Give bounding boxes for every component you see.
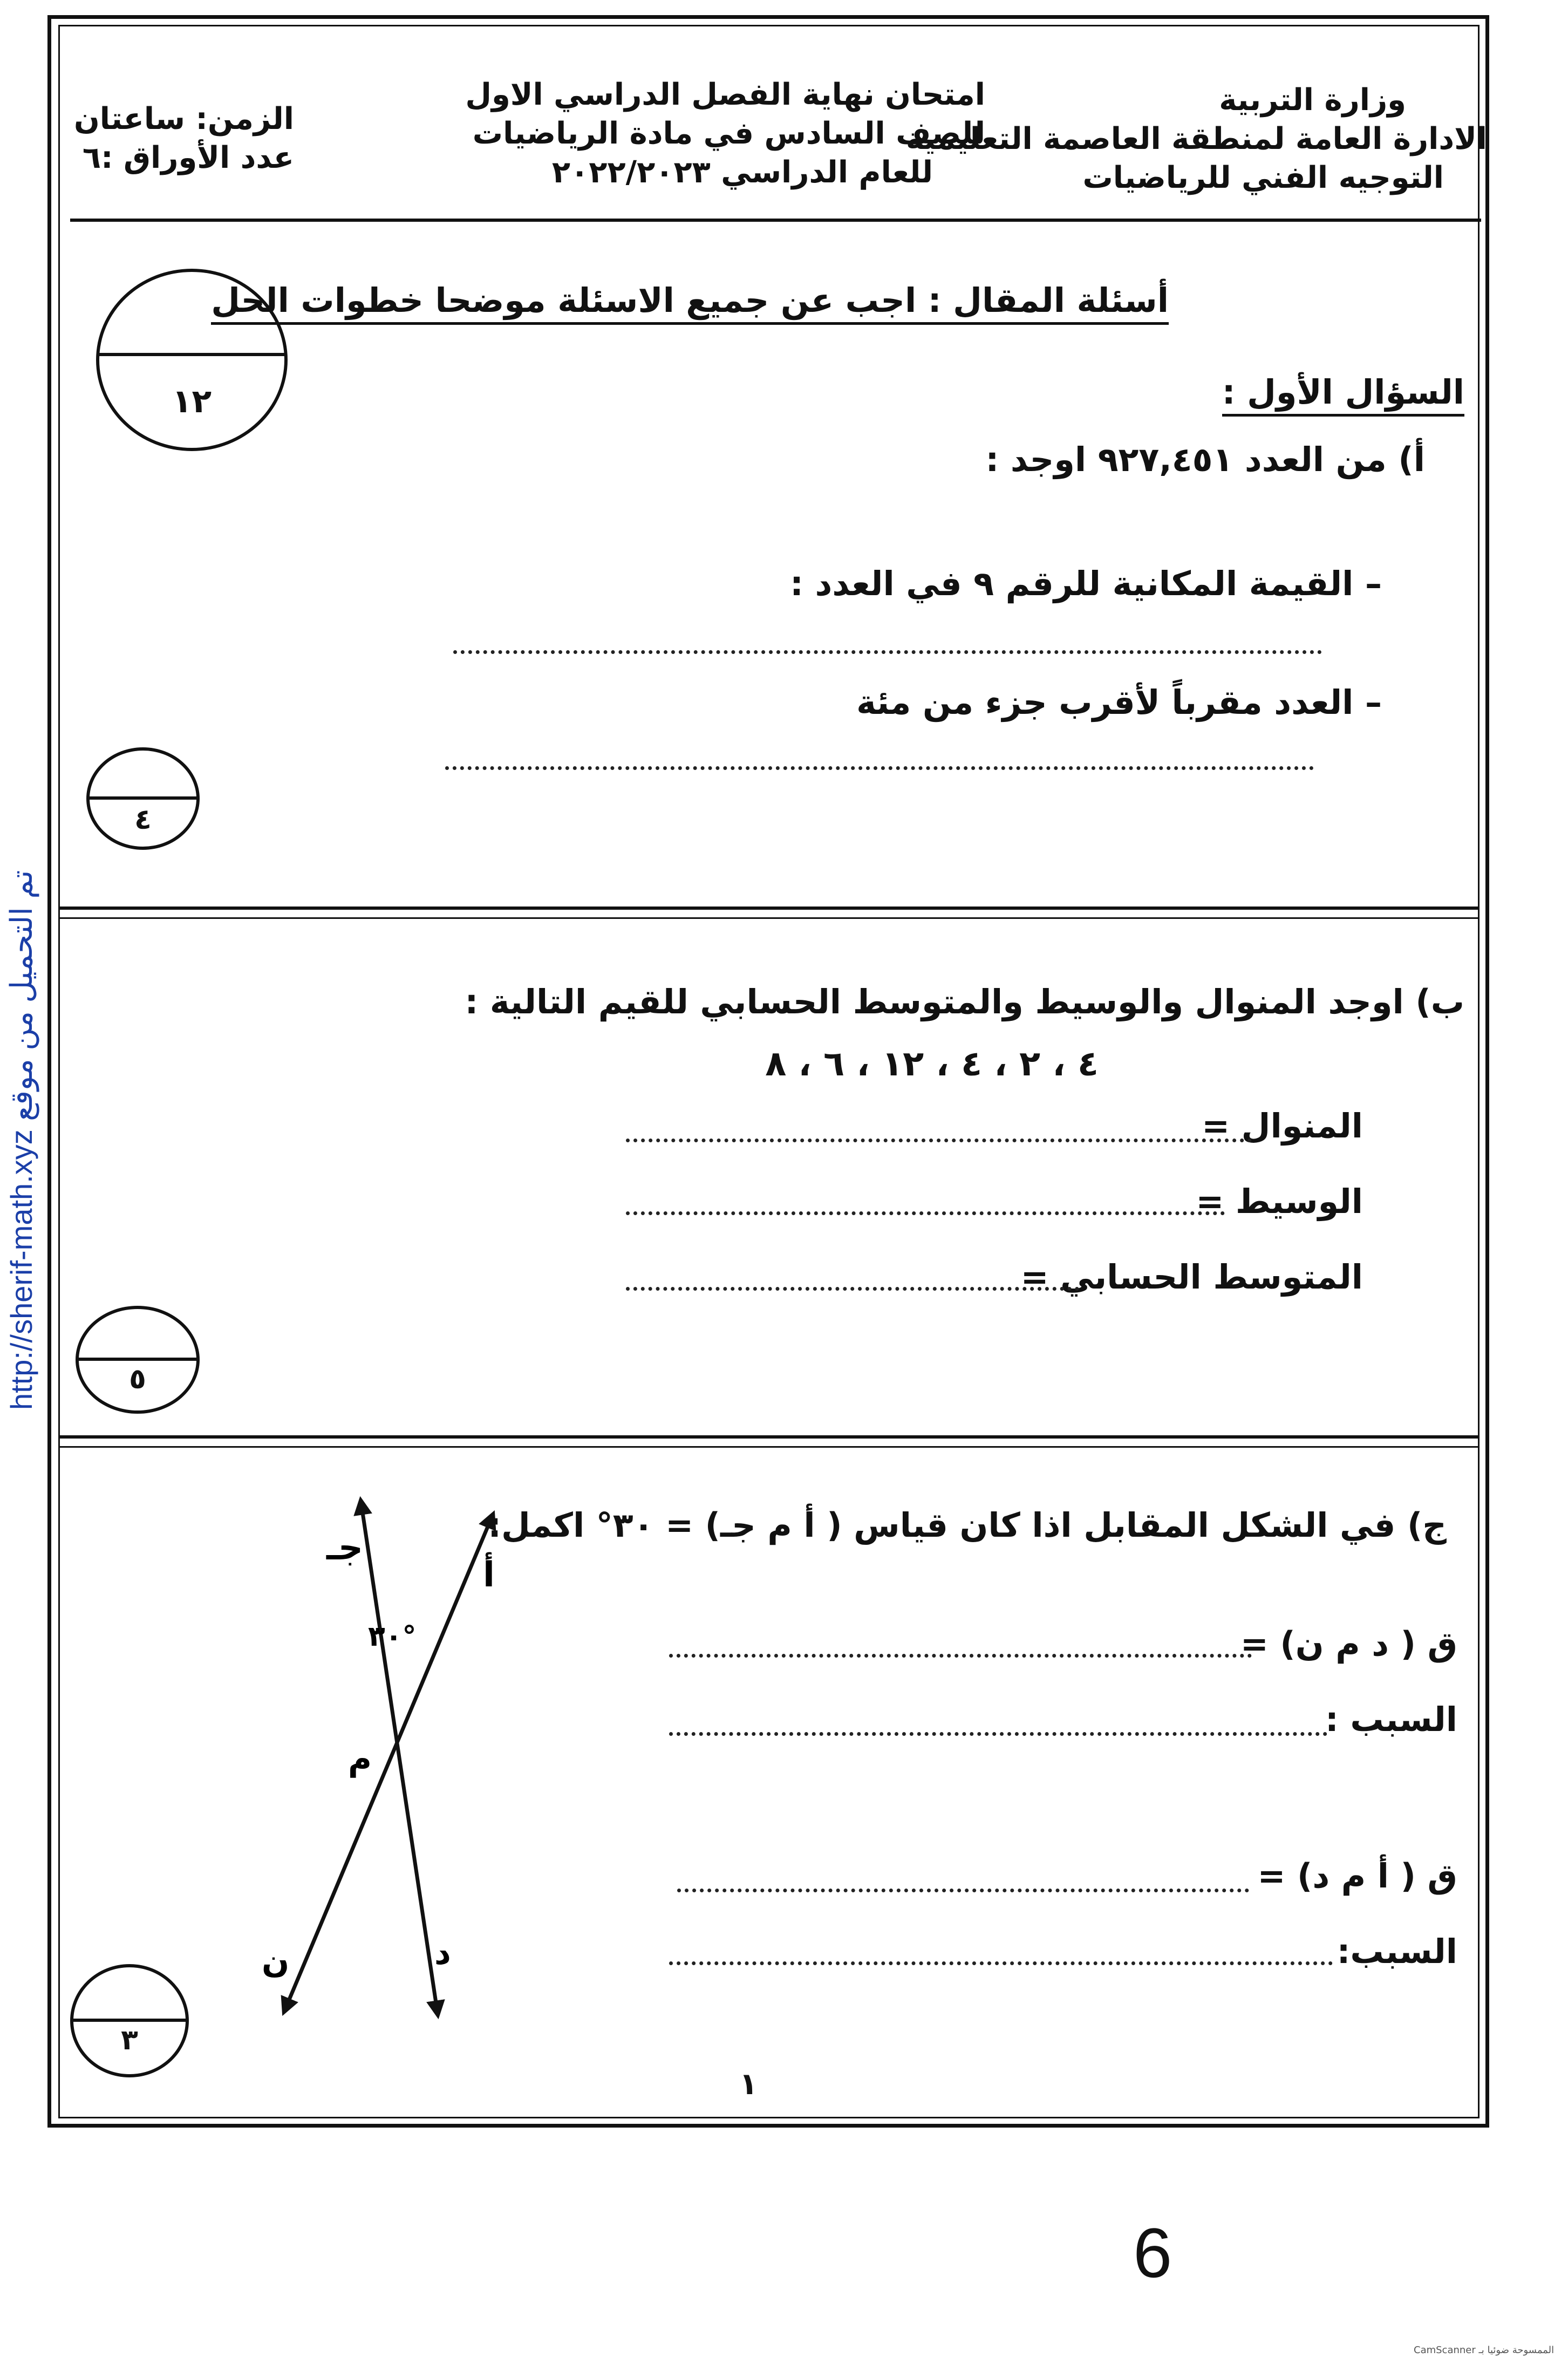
- total-score-divider: [99, 353, 284, 356]
- department-name: التوجيه الفني للرياضيات: [1082, 160, 1444, 195]
- header-right: [905, 81, 1487, 197]
- q1-heading-text: السؤال الأول :: [1222, 372, 1464, 417]
- sheet-number: 6: [1133, 2213, 1172, 2292]
- q1-heading: [1222, 372, 1464, 412]
- label-angle: ٣٠°: [368, 1620, 417, 1653]
- q1c-score-circle: [70, 1964, 189, 2077]
- q1c-reason2-label: السبب:: [1337, 1932, 1457, 1971]
- page-number: ١: [739, 2067, 758, 2102]
- q1c-reason1-label: السبب :: [1325, 1700, 1457, 1739]
- intersecting-lines-figure: [227, 1489, 561, 2050]
- line-j-d: [362, 1505, 437, 2010]
- q1a-score-circle: [86, 747, 200, 850]
- q1c-line1-answer[interactable]: [669, 1654, 1252, 1658]
- q1c-prompt: ج) في الشكل المقابل اذا كان قياس ( أ م جـ) = ٣٠° اكمل:: [488, 1505, 1447, 1545]
- q1c-score-divider: [73, 2019, 186, 2022]
- label-n: ن: [262, 1943, 290, 1980]
- total-score-circle: [96, 269, 288, 451]
- sheet-count: عدد الأوراق :٦: [82, 140, 294, 175]
- section-divider-2b: [59, 1446, 1480, 1448]
- q1c-line2-answer[interactable]: [677, 1889, 1249, 1892]
- q1a-score-divider: [90, 796, 196, 800]
- exam-grade: للصف السادس في مادة الرياضيات: [472, 116, 985, 151]
- q1b-mean-answer[interactable]: [626, 1287, 1079, 1291]
- scanner-note: CamScanner الممسوحة ضوئيا بـ: [1414, 2344, 1555, 2356]
- q1a-score-value: ٤: [134, 803, 152, 836]
- q1c-score-value: ٣: [121, 2024, 138, 2056]
- label-m: م: [348, 1740, 372, 1778]
- q1c-reason1-answer[interactable]: [669, 1732, 1327, 1736]
- q1b-mode-answer[interactable]: [626, 1139, 1252, 1142]
- label-d: د: [434, 1934, 451, 1972]
- side-download-note: http://sherif-math.xyz تم التحميل من موقع: [4, 870, 38, 1410]
- section-title: [211, 281, 1169, 320]
- header-left: [73, 100, 294, 178]
- exam-year: للعام الدراسي ٢٠٢٢/٢٠٢٣: [551, 155, 933, 190]
- q1a-item-place-value: – القيمة المكانية للرقم ٩ في العدد :: [790, 564, 1382, 603]
- line-a-n: [286, 1519, 491, 2007]
- directorate-name: الادارة العامة لمنطقة العاصمة التعليمية: [905, 121, 1487, 156]
- section-divider-1b: [59, 917, 1480, 919]
- label-a: أ: [483, 1555, 495, 1595]
- section-divider-1: [59, 907, 1480, 910]
- exam-time: الزمن: ساعتان: [73, 101, 294, 137]
- q1c-reason2-answer[interactable]: [669, 1961, 1333, 1965]
- q1b-score-circle: [76, 1306, 200, 1414]
- q1a-answer-line-2[interactable]: [445, 766, 1314, 770]
- exam-title: امتحان نهاية الفصل الدراسي الاول: [465, 77, 985, 112]
- header-center: [465, 76, 985, 192]
- q1b-median-label: الوسيط =: [1196, 1182, 1363, 1221]
- q1b-score-value: ٥: [129, 1363, 146, 1395]
- q1b-prompt: ب) اوجد المنوال والوسيط والمتوسط الحسابي للقيم التالية :: [465, 982, 1464, 1021]
- q1c-line1-label: ق ( د م ن) =: [1240, 1624, 1457, 1664]
- q1a-answer-line-1[interactable]: [453, 650, 1322, 654]
- total-score-value: ١٢: [172, 383, 212, 420]
- q1b-values: ٤ ، ٢ ، ٤ ، ١٢ ، ٦ ، ٨: [765, 1044, 1099, 1084]
- q1b-score-divider: [79, 1358, 196, 1361]
- section-divider-2: [59, 1435, 1480, 1439]
- q1c-line2-label: ق ( أ م د) =: [1257, 1856, 1457, 1896]
- q1a-prompt: أ) من العدد ٩٢٧,٤٥١ اوجد :: [985, 440, 1425, 479]
- q1b-median-answer[interactable]: [626, 1211, 1225, 1215]
- q1a-item-rounding: – العدد مقرباً لأقرب جزء من مئة: [856, 683, 1382, 722]
- q1b-mean-label: المتوسط الحسابي =: [1020, 1257, 1363, 1297]
- header-divider: [70, 219, 1481, 222]
- section-title-text: أسئلة المقال : اجب عن جميع الاسئلة موضحا خطوات الحل: [211, 281, 1169, 325]
- ministry-name: وزارة التربية: [1219, 83, 1406, 118]
- label-j: جـ: [326, 1528, 363, 1568]
- q1b-mode-label: المنوال =: [1202, 1106, 1363, 1146]
